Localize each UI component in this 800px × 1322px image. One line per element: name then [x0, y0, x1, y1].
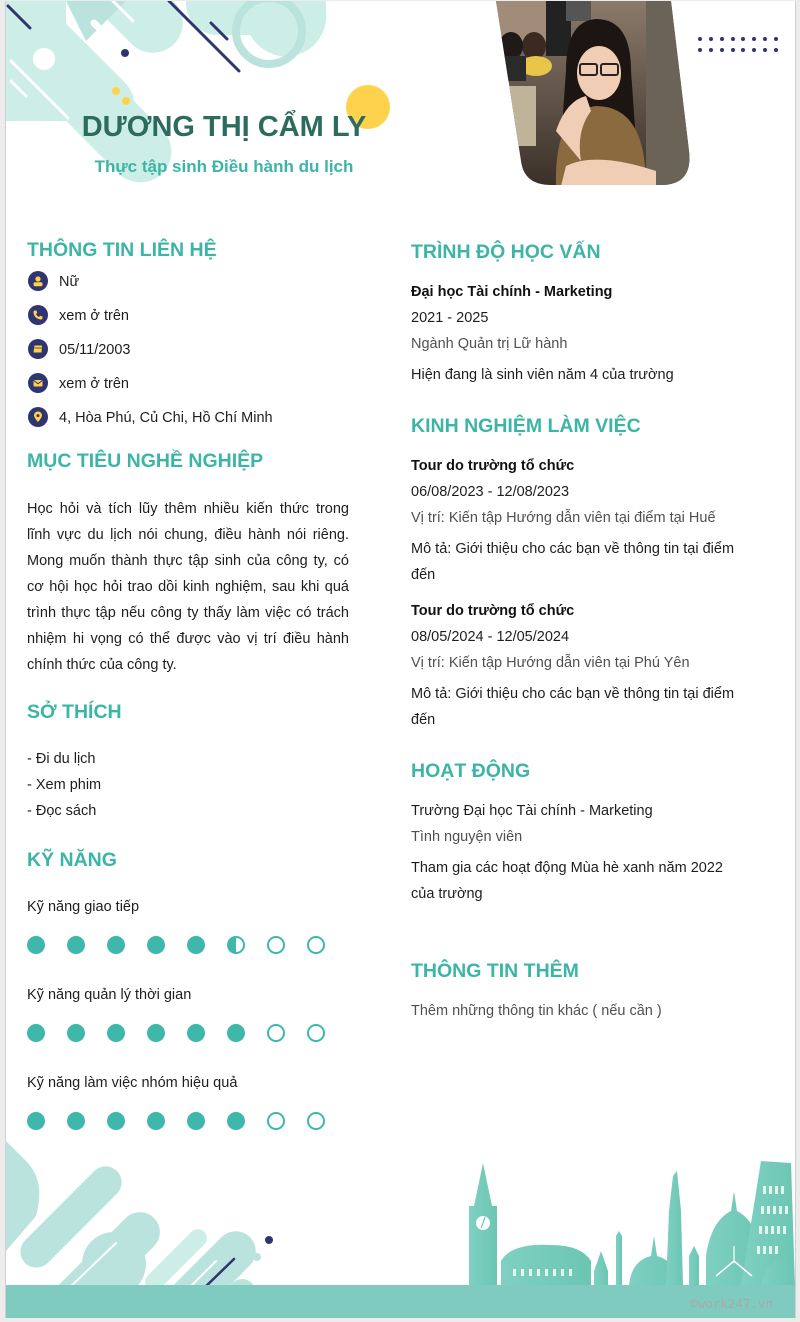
watermark: ©work247.vn: [690, 1296, 773, 1311]
contact-birthday: 05/11/2003: [59, 342, 131, 358]
education-note: Hiện đang là sinh viên năm 4 của trường: [411, 367, 674, 383]
education-school: Đại học Tài chính - Marketing: [411, 284, 613, 300]
cv-page: [5, 1, 796, 1318]
candidate-name: DƯƠNG THỊ CẨM LY: [81, 111, 367, 143]
experience-description: Mô tả: Giới thiệu cho các bạn về thông tin tại điểm: [411, 541, 735, 557]
activities-section-title: HOẠT ĐỘNG: [411, 760, 531, 782]
activity-org: Trường Đại học Tài chính - Marketing: [411, 803, 653, 819]
experience-period: 06/08/2023 - 12/08/2023: [411, 484, 570, 500]
contact-email: xem ở trên: [59, 376, 129, 392]
education-period: 2021 - 2025: [411, 310, 489, 326]
experience-role: Vị trí: Kiến tập Hướng dẫn viên tại điểm tại Huế: [411, 510, 716, 526]
experience-description-cont: đến: [411, 567, 436, 583]
experience-company: Tour do trường tổ chức: [411, 603, 575, 619]
contact-gender: Nữ: [59, 274, 80, 290]
additional-text: Thêm những thông tin khác ( nếu cần ): [411, 1003, 662, 1019]
activity-description: Tham gia các hoạt động Mùa hè xanh năm 2022: [411, 860, 723, 876]
activity-description-cont: của trường: [411, 886, 483, 902]
hobby-item: - Đi du lịch: [27, 751, 96, 767]
additional-section-title: THÔNG TIN THÊM: [411, 960, 579, 982]
skill-rating: [27, 1112, 325, 1130]
phone-icon: [28, 305, 48, 325]
decorative-shapes-bottom-left-icon: [6, 1141, 306, 1291]
experience-section-title: KINH NGHIỆM LÀM VIỆC: [411, 415, 641, 437]
skill-rating: [27, 936, 325, 954]
contact-address: 4, Hòa Phú, Củ Chi, Hồ Chí Minh: [59, 410, 273, 426]
skill-rating: [27, 1024, 325, 1042]
email-icon: [28, 373, 48, 393]
objective-section-title: MỤC TIÊU NGHỀ NGHIỆP: [27, 450, 264, 472]
education-section-title: TRÌNH ĐỘ HỌC VẤN: [411, 241, 601, 263]
calendar-icon: [28, 339, 48, 359]
activity-role: Tình nguyện viên: [411, 829, 523, 845]
location-pin-icon: [28, 407, 48, 427]
hobby-item: - Đọc sách: [27, 803, 97, 819]
hobby-item: - Xem phim: [27, 777, 102, 793]
experience-description: Mô tả: Giới thiệu cho các bạn về thông tin tại điểm: [411, 686, 735, 702]
skill-name: Kỹ năng giao tiếp: [27, 899, 140, 915]
decorative-dots-icon: [698, 37, 778, 59]
footer-band: [6, 1285, 795, 1318]
skill-name: Kỹ năng quản lý thời gian: [27, 987, 192, 1003]
candidate-position: Thực tập sinh Điều hành du lịch: [94, 157, 354, 176]
objective-text: Học hỏi và tích lũy thêm nhiều kiến thức trong lĩnh vực du lịch nói chung, điều hành nói riêng. Mong muốn thành thực tập sinh của công ty, có cơ hội học hỏi trao dồi kinh nghiệm, sau khi quá trình thực tập nếu công ty thấy làm việc có trách nhiệm hi vọng có thể được vào vị trí điều hành chính thức của công ty.: [27, 501, 349, 673]
skill-name: Kỹ năng làm việc nhóm hiệu quả: [27, 1075, 238, 1091]
hobbies-section-title: SỞ THÍCH: [27, 701, 122, 723]
landmarks-skyline-icon: [461, 1151, 795, 1286]
experience-description-cont: đến: [411, 712, 436, 728]
experience-role: Vị trí: Kiến tập Hướng dẫn viên tại Phú Yên: [411, 655, 690, 671]
profile-photo: [496, 1, 691, 186]
contact-phone: xem ở trên: [59, 308, 129, 324]
education-major: Ngành Quản trị Lữ hành: [411, 336, 568, 352]
experience-period: 08/05/2024 - 12/05/2024: [411, 629, 570, 645]
contact-section-title: THÔNG TIN LIÊN HỆ: [27, 239, 217, 261]
skills-section-title: KỸ NĂNG: [27, 849, 117, 871]
experience-company: Tour do trường tổ chức: [411, 458, 575, 474]
person-icon: [28, 271, 48, 291]
